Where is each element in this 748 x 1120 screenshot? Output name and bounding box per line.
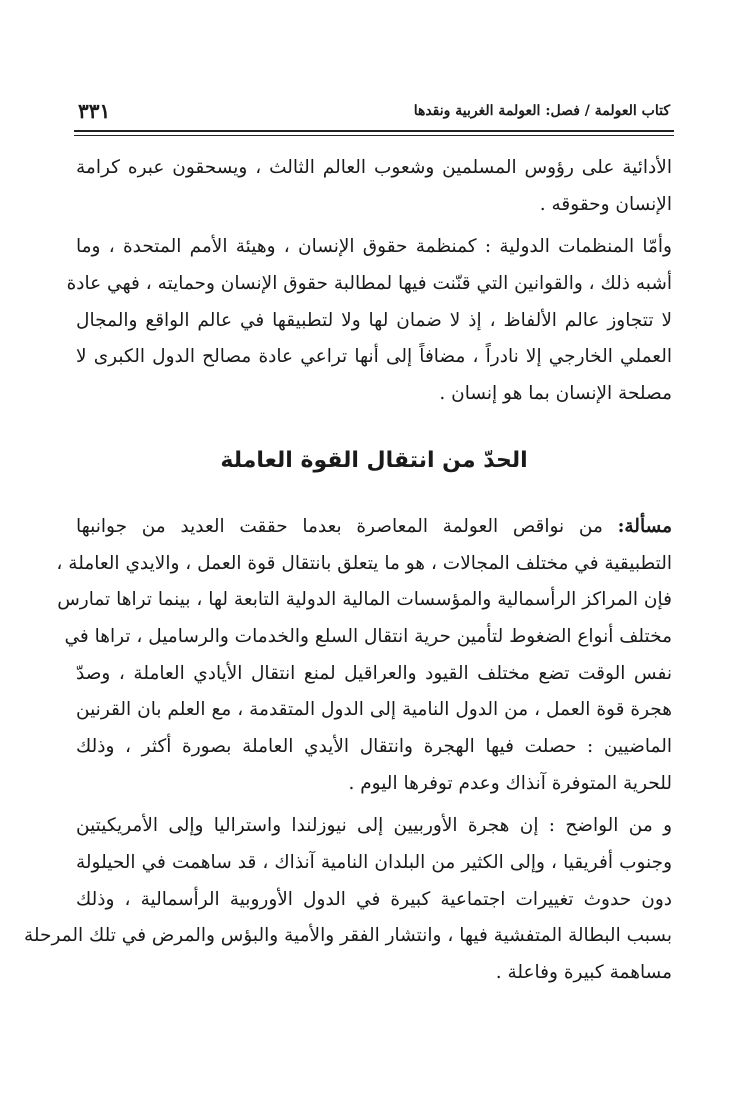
body-text bbox=[24, 150, 672, 992]
section-heading-wrap bbox=[76, 413, 672, 509]
text-line: الماضيين : حصلت فيها الهجرة وانتقال الأيدي العاملة بصورة أكثر ، وذلك bbox=[76, 735, 672, 757]
lead-line-rest: من نواقص العولمة المعاصرة بعدما حققت العديد من جوانبها bbox=[76, 515, 618, 537]
lead-term: مسألة: bbox=[617, 515, 672, 537]
text-line: مساهمة كبيرة وفاعلة . bbox=[495, 962, 672, 984]
text-line: لا تتجاوز عالم الألفاظ ، إذ لا ضمان لها ولا لتطبيقها في عالم الواقع والمجال bbox=[76, 309, 672, 331]
text-line: الإنسان وحقوقه . bbox=[539, 193, 672, 215]
running-head: كتاب العولمة / فصل: العولمة الغربية ونقدها bbox=[413, 103, 670, 119]
paragraph-2 bbox=[66, 229, 672, 412]
text-line: للحرية المتوفرة آنذاك وعدم توفرها اليوم . bbox=[348, 772, 672, 794]
page-number: ٣٣١ bbox=[78, 99, 111, 123]
header-rule-thin bbox=[74, 135, 674, 136]
paragraph-3 bbox=[56, 509, 672, 803]
text-line: دون حدوث تغييرات اجتماعية كبيرة في الدول الأوروبية الرأسمالية ، وذلك bbox=[76, 888, 672, 910]
text-line: التطبيقية في مختلف المجالات ، هو ما يتعلق بانتقال قوة العمل ، والايدي العاملة ، bbox=[56, 552, 672, 574]
text-line: نفس الوقت تضع مختلف القيود والعراقيل لمنع انتقال الأيادي العاملة ، وصدّ bbox=[76, 662, 672, 684]
paragraph-1 bbox=[76, 150, 672, 223]
text-line: و من الواضح : إن هجرة الأوربيين إلى نيوزلندا واستراليا وإلى الأمريكيتين bbox=[76, 815, 672, 837]
text-line: الأدائية على رؤوس المسلمين وشعوب العالم الثالث ، ويسحقون عبره كرامة bbox=[76, 157, 672, 178]
text-line: العملي الخارجي إلا نادراً ، مضافاً إلى أنها تراعي عادة مصالح الدول الكبرى لا bbox=[76, 346, 672, 368]
text-line: مصلحة الإنسان بما هو إنسان . bbox=[439, 383, 672, 405]
text-line: مختلف أنواع الضغوط لتأمين حرية انتقال السلع والخدمات والرساميل ، تراها في bbox=[64, 625, 672, 647]
text-line: وأمّا المنظمات الدولية : كمنظمة حقوق الإنسان ، وهيئة الأمم المتحدة ، وما bbox=[76, 236, 672, 258]
text-line: وجنوب أفريقيا ، وإلى الكثير من البلدان النامية آنذاك ، قد ساهمت في الحيلولة bbox=[76, 852, 672, 873]
text-line bbox=[76, 509, 672, 546]
page-header bbox=[78, 96, 670, 126]
text-line: أشبه ذلك ، والقوانين التي قنّنت فيها لمطالبة حقوق الإنسان وحمايته ، فهي عادة bbox=[66, 273, 672, 295]
text-line: فإن المراكز الرأسمالية والمؤسسات المالية الدولية التابعة لها ، بينما تراها تمارس bbox=[57, 589, 672, 611]
text-line: هجرة قوة العمل ، من الدول النامية إلى الدول المتقدمة ، مع العلم بان القرنين bbox=[76, 699, 672, 721]
text-line: بسبب البطالة المتفشية فيها ، وانتشار الفقر والأمية والبؤس والمرض في تلك المرحلة bbox=[24, 925, 672, 947]
paragraph-4 bbox=[24, 808, 672, 991]
section-heading: الحدّ من انتقال القوة العاملة bbox=[220, 448, 528, 474]
header-rule-thick bbox=[74, 130, 674, 132]
